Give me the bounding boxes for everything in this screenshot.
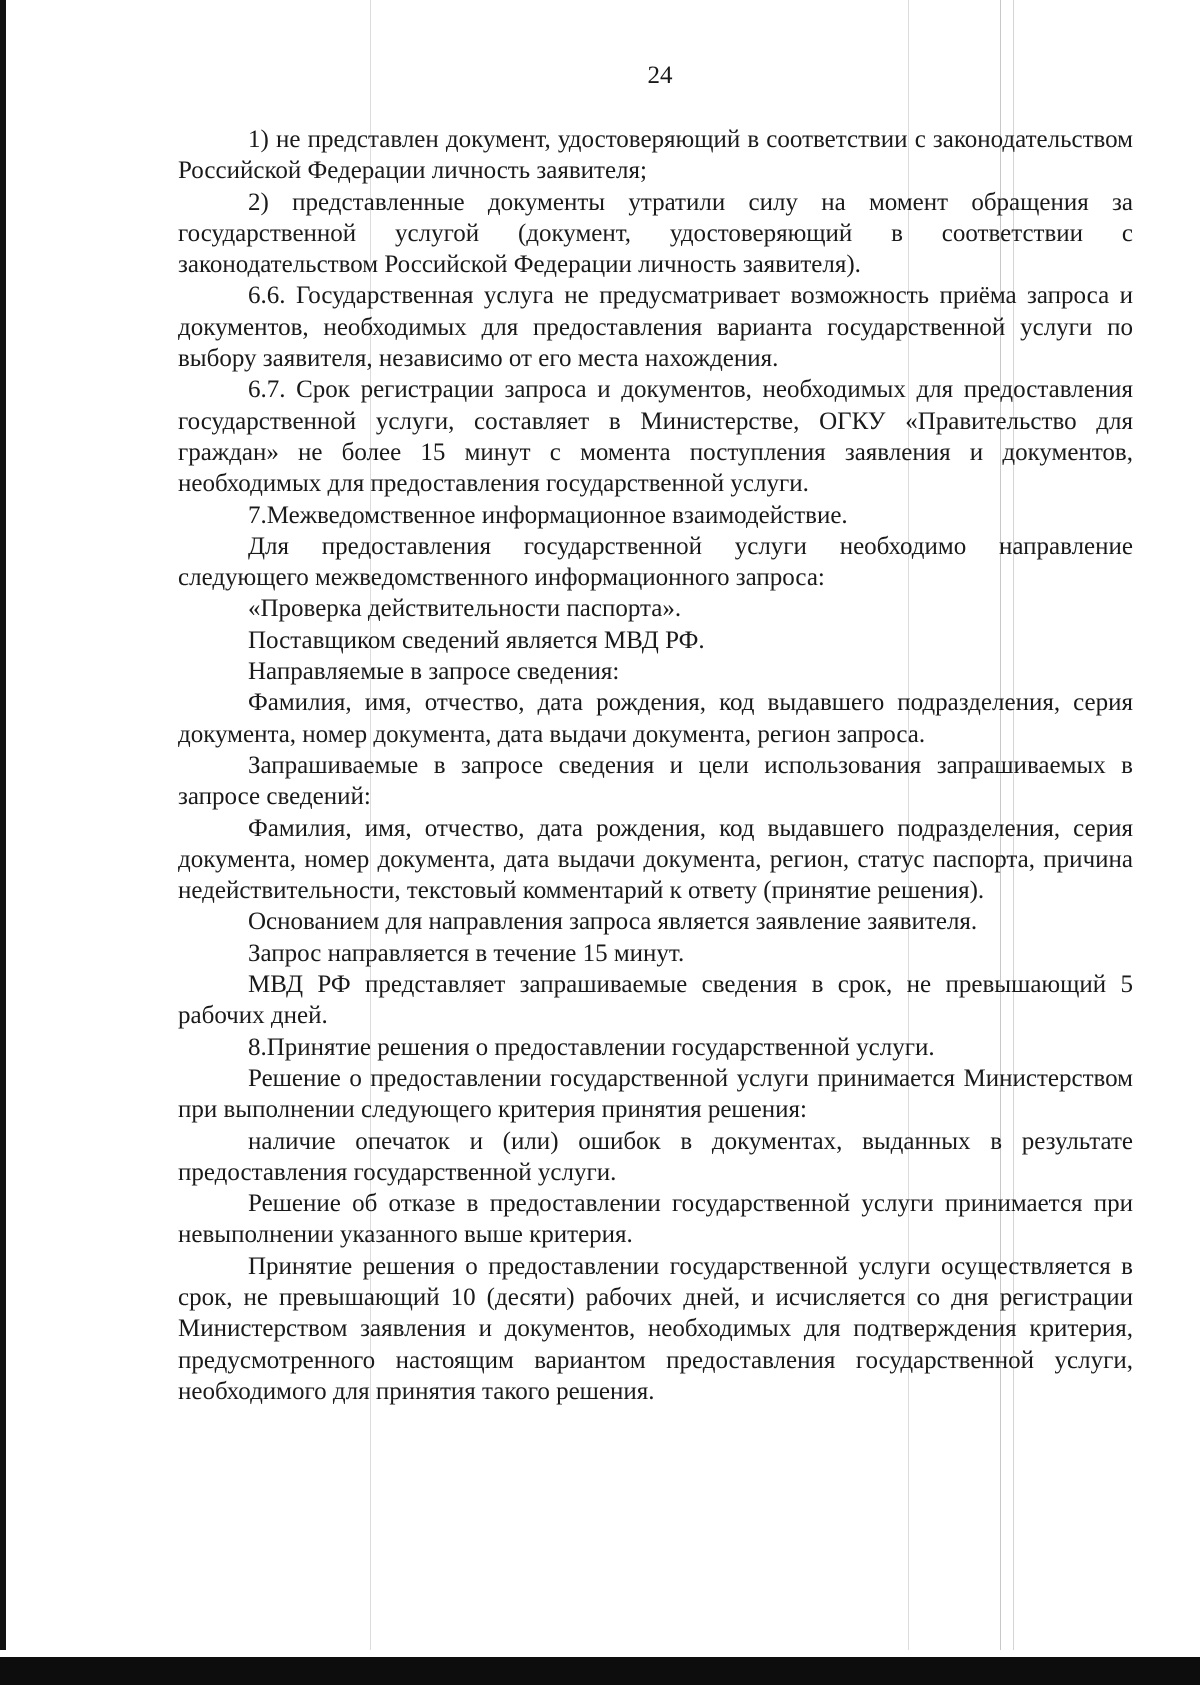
paragraph-14: Запрос направляется в течение 15 минут. [248,939,685,967]
paragraph-12: Фамилия, имя, отчество, дата рождения, код выдавшего подразделения, серия документа, номер документа, дата выдачи документа, регион, статус паспорта, причина недействительности, текстовый комментарий к ответу (принятие решения). [178,814,1133,905]
page-number: 24 [647,62,673,89]
section-heading-8: 8.Принятие решения о предоставлении государственной услуги. [248,1033,935,1061]
paragraph-7: «Проверка действительности паспорта». [248,595,682,623]
paragraph-4: 6.7. Срок регистрации запроса и документов, необходимых для предоставления государственной услуги, составляет в Министерстве, ОГКУ «Правительство для граждан» не более 15 минут с момента поступления заявления и документов, необходимых для предоставления государственной услуги. [178,376,1133,498]
paragraph-17: Решение о предоставлении государственной услуги принимается Министерством при выполнении следующего критерия принятия решения: [178,1064,1133,1124]
scan-edge-bottom [0,1657,1200,1685]
document-body [178,124,1133,1407]
paragraph-6: Для предоставления государственной услуги необходимо направление следующего межведомственного информационного запроса: [178,532,1133,592]
paragraph-11: Запрашиваемые в запросе сведения и цели использования запрашиваемых в запросе сведений: [178,751,1133,811]
paragraph-15: МВД РФ представляет запрашиваемые сведения в срок, не превышающий 5 рабочих дней. [178,971,1133,1030]
paragraph-2: 2) представленные документы утратили силу на момент обращения за государственной услугой (документ, удостоверяющий в соответствии с законодательством Российской Федерации личность заявителя). [178,188,1133,279]
scan-edge-left [0,0,6,1650]
paragraph-13: Основанием для направления запроса является заявление заявителя. [248,908,978,936]
paragraph-9: Направляемые в запросе сведения: [248,658,620,686]
paragraph-3: 6.6. Государственная услуга не предусматривает возможность приёма запроса и документов, необходимых для предоставления варианта государственной услуги по выбору заявителя, независимо от его места нахождения. [178,282,1133,373]
paragraph-19: Решение об отказе в предоставлении государственной услуги принимается при невыполнении указанного выше критерия. [178,1190,1133,1249]
paragraph-18: наличие опечаток и (или) ошибок в документах, выданных в результате предоставления государственной услуги. [178,1127,1133,1186]
paragraph-8: Поставщиком сведений является МВД РФ. [248,626,705,654]
paragraph-1: 1) не представлен документ, удостоверяющий в соответствии с законодательством Российской Федерации личность заявителя; [178,126,1133,185]
paragraph-20: Принятие решения о предоставлении государственной услуги осуществляется в срок, не превышающий 10 (десяти) рабочих дней, и исчисляется со дня регистрации Министерством заявления и документов, необходимых для подтверждения критерия, предусмотренного настоящим вариантом предоставления государственной услуги, необходимого для принятия такого решения. [178,1252,1133,1405]
paragraph-10: Фамилия, имя, отчество, дата рождения, код выдавшего подразделения, серия документа, номер документа, дата выдачи документа, регион запроса. [178,689,1133,748]
section-heading-7: 7.Межведомственное информационное взаимодействие. [248,501,848,529]
